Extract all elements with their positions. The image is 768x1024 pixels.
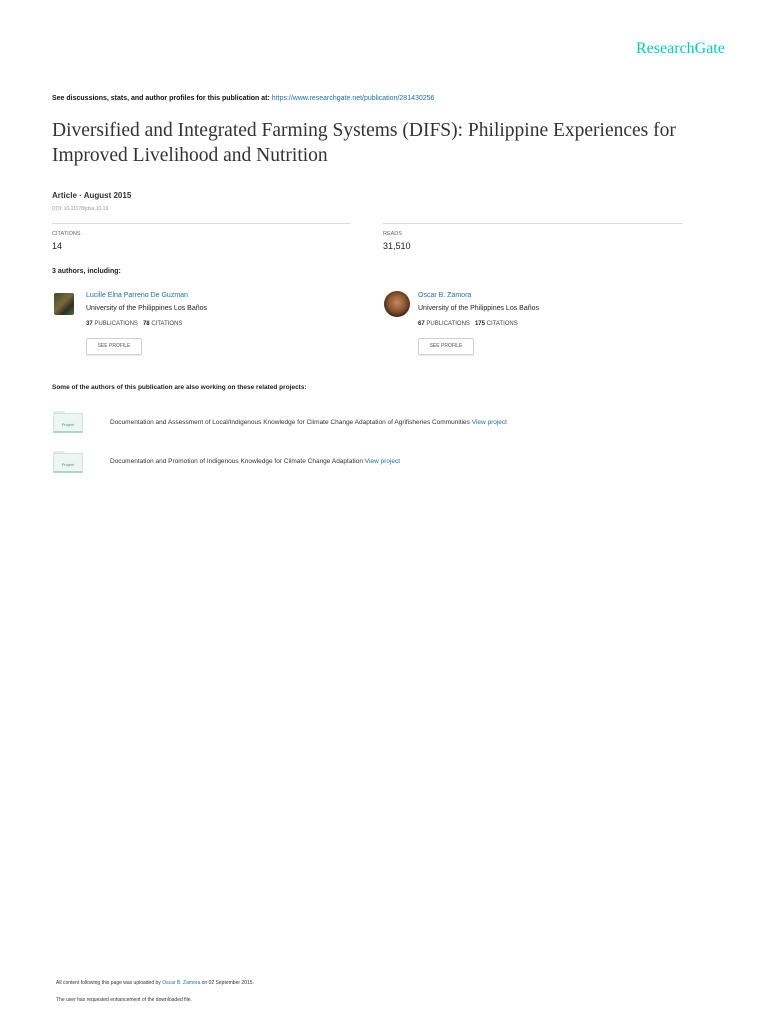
discussion-prefix: See discussions, stats, and author profiles for this publication at: — [52, 95, 270, 102]
see-profile-button[interactable]: SEE PROFILE — [86, 338, 142, 355]
doi-text: DOI: 10.11178/jdsa.10.19 — [52, 206, 109, 212]
project-title: Documentation and Promotion of Indigenous Knowledge for Climate Change Adaptation — [110, 458, 363, 465]
upload-note — [56, 980, 254, 986]
author-avatar[interactable] — [54, 293, 74, 315]
discussion-line — [52, 95, 434, 102]
author-avatar[interactable] — [384, 291, 410, 317]
author-citations-label: CITATIONS — [151, 321, 183, 327]
project-icon-label: Project — [61, 462, 75, 467]
author-citations-count: 78 — [142, 321, 150, 327]
author-name-link[interactable]: Lucille Elna Parreno De Guzman — [86, 292, 188, 299]
related-projects-heading: Some of the authors of this publication are also working on these related projects: — [52, 384, 307, 391]
project-item — [110, 419, 507, 426]
authors-heading: 3 authors, including: — [52, 268, 121, 275]
author-institution: University of the Philippines Los Baños — [418, 305, 540, 312]
reads-label: READS — [383, 231, 402, 237]
author-stats — [86, 321, 182, 327]
project-folder-icon[interactable] — [53, 411, 83, 433]
author-institution: University of the Philippines Los Baños — [86, 305, 208, 312]
divider-citations — [52, 223, 350, 224]
author-citations-count: 175 — [474, 321, 485, 327]
citations-value: 14 — [52, 241, 63, 251]
publications-count: 67 — [418, 321, 425, 327]
author-stats — [418, 321, 518, 327]
reads-value: 31,510 — [383, 241, 411, 251]
upload-suffix: on 02 September 2015. — [201, 980, 254, 986]
publications-label: PUBLICATIONS — [426, 321, 470, 327]
project-item — [110, 458, 400, 465]
uploader-link[interactable]: Oscar B. Zamora — [162, 980, 201, 986]
researchgate-logo[interactable]: ResearchGate — [636, 40, 725, 57]
author-name-link[interactable]: Oscar B. Zamora — [418, 292, 472, 299]
upload-prefix: All content following this page was uploaded by — [56, 980, 161, 986]
article-type-date: Article · August 2015 — [52, 191, 132, 200]
project-title: Documentation and Assessment of Local/Indigenous Knowledge for Climate Change Adaptation of Agrifisheries Communities — [110, 419, 470, 426]
project-icon-label: Project — [61, 422, 75, 427]
publications-count: 37 — [86, 321, 93, 327]
publication-title: Diversified and Integrated Farming Systems (DIFS): Philippine Experiences for Improved Livelihood and Nutrition — [52, 120, 676, 166]
citations-label: CITATIONS — [52, 231, 81, 237]
view-project-link[interactable]: View project — [471, 419, 507, 426]
see-profile-button[interactable]: SEE PROFILE — [418, 338, 474, 355]
publication-url-link[interactable]: https://www.researchgate.net/publication/281430256 — [271, 95, 435, 102]
publications-label: PUBLICATIONS — [94, 321, 138, 327]
divider-reads — [383, 223, 683, 224]
view-project-link[interactable]: View project — [364, 458, 401, 465]
enhancement-note: The user has requested enhancement of the downloaded file. — [56, 997, 192, 1003]
author-citations-label: CITATIONS — [486, 321, 518, 327]
project-folder-icon[interactable] — [53, 451, 83, 473]
